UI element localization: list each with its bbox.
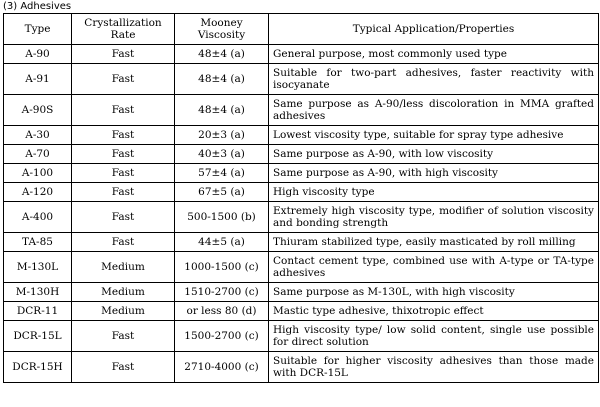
header-row xyxy=(4,14,599,45)
adhesives-table xyxy=(3,13,599,383)
cell-rate: Fast xyxy=(72,95,175,126)
cell-type: A-100 xyxy=(4,164,72,183)
cell-application: Same purpose as M-130L, with high viscosity xyxy=(269,283,599,302)
table-row xyxy=(4,126,599,145)
cell-rate: Fast xyxy=(72,64,175,95)
cell-rate: Fast xyxy=(72,233,175,252)
cell-type: TA-85 xyxy=(4,233,72,252)
cell-application: Lowest viscosity type, suitable for spray type adhesive xyxy=(269,126,599,145)
cell-rate: Fast xyxy=(72,45,175,64)
table-row xyxy=(4,321,599,352)
cell-rate: Medium xyxy=(72,283,175,302)
cell-viscosity: 40±3 (a) xyxy=(175,145,269,164)
table-row xyxy=(4,352,599,383)
cell-application: Same purpose as A-90, with high viscosity xyxy=(269,164,599,183)
cell-viscosity: 1500-2700 (c) xyxy=(175,321,269,352)
cell-type: DCR-15H xyxy=(4,352,72,383)
cell-viscosity: 1510-2700 (c) xyxy=(175,283,269,302)
cell-application: Suitable for higher viscosity adhesives than those made with DCR-15L xyxy=(269,352,599,383)
table-row xyxy=(4,64,599,95)
table-caption: (3) Adhesives xyxy=(3,1,72,12)
cell-application: Same purpose as A-90/less discoloration in MMA grafted adhesives xyxy=(269,95,599,126)
cell-type: A-120 xyxy=(4,183,72,202)
cell-viscosity: 48±4 (a) xyxy=(175,95,269,126)
cell-viscosity: 44±5 (a) xyxy=(175,233,269,252)
table-row xyxy=(4,95,599,126)
table-row xyxy=(4,45,599,64)
cell-viscosity: 57±4 (a) xyxy=(175,164,269,183)
table-row xyxy=(4,302,599,321)
cell-application: Thiuram stabilized type, easily masticated by roll milling xyxy=(269,233,599,252)
table-row xyxy=(4,202,599,233)
cell-application: Extremely high viscosity type, modifier of solution viscosity and bonding strength xyxy=(269,202,599,233)
table-row xyxy=(4,145,599,164)
cell-rate: Fast xyxy=(72,183,175,202)
cell-rate: Medium xyxy=(72,252,175,283)
cell-application: Contact cement type, combined use with A-type or TA-type adhesives xyxy=(269,252,599,283)
header-mooney-viscosity: Mooney Viscosity xyxy=(175,14,269,45)
header-application: Typical Application/Properties xyxy=(269,14,599,45)
cell-type: M-130L xyxy=(4,252,72,283)
table-row xyxy=(4,233,599,252)
cell-type: A-91 xyxy=(4,64,72,95)
cell-type: M-130H xyxy=(4,283,72,302)
cell-rate: Medium xyxy=(72,302,175,321)
cell-type: A-400 xyxy=(4,202,72,233)
cell-type: A-70 xyxy=(4,145,72,164)
cell-viscosity: 20±3 (a) xyxy=(175,126,269,145)
header-type: Type xyxy=(4,14,72,45)
cell-rate: Fast xyxy=(72,202,175,233)
cell-application: General purpose, most commonly used type xyxy=(269,45,599,64)
cell-type: DCR-15L xyxy=(4,321,72,352)
cell-application: High viscosity type xyxy=(269,183,599,202)
cell-application: Mastic type adhesive, thixotropic effect xyxy=(269,302,599,321)
cell-type: A-90S xyxy=(4,95,72,126)
cell-viscosity: 2710-4000 (c) xyxy=(175,352,269,383)
cell-viscosity: 48±4 (a) xyxy=(175,64,269,95)
cell-rate: Fast xyxy=(72,321,175,352)
cell-viscosity: or less 80 (d) xyxy=(175,302,269,321)
cell-application: Suitable for two-part adhesives, faster reactivity with isocyanate xyxy=(269,64,599,95)
cell-rate: Fast xyxy=(72,164,175,183)
cell-viscosity: 1000-1500 (c) xyxy=(175,252,269,283)
header-crystallization-rate: Crystallization Rate xyxy=(72,14,175,45)
table-row xyxy=(4,164,599,183)
cell-type: DCR-11 xyxy=(4,302,72,321)
cell-rate: Fast xyxy=(72,145,175,164)
cell-application: Same purpose as A-90, with low viscosity xyxy=(269,145,599,164)
cell-application: High viscosity type/ low solid content, single use possible for direct solution xyxy=(269,321,599,352)
table-row xyxy=(4,183,599,202)
cell-viscosity: 48±4 (a) xyxy=(175,45,269,64)
cell-viscosity: 67±5 (a) xyxy=(175,183,269,202)
cell-rate: Fast xyxy=(72,352,175,383)
table-row xyxy=(4,252,599,283)
table-row xyxy=(4,283,599,302)
cell-rate: Fast xyxy=(72,126,175,145)
cell-viscosity: 500-1500 (b) xyxy=(175,202,269,233)
cell-type: A-30 xyxy=(4,126,72,145)
cell-type: A-90 xyxy=(4,45,72,64)
